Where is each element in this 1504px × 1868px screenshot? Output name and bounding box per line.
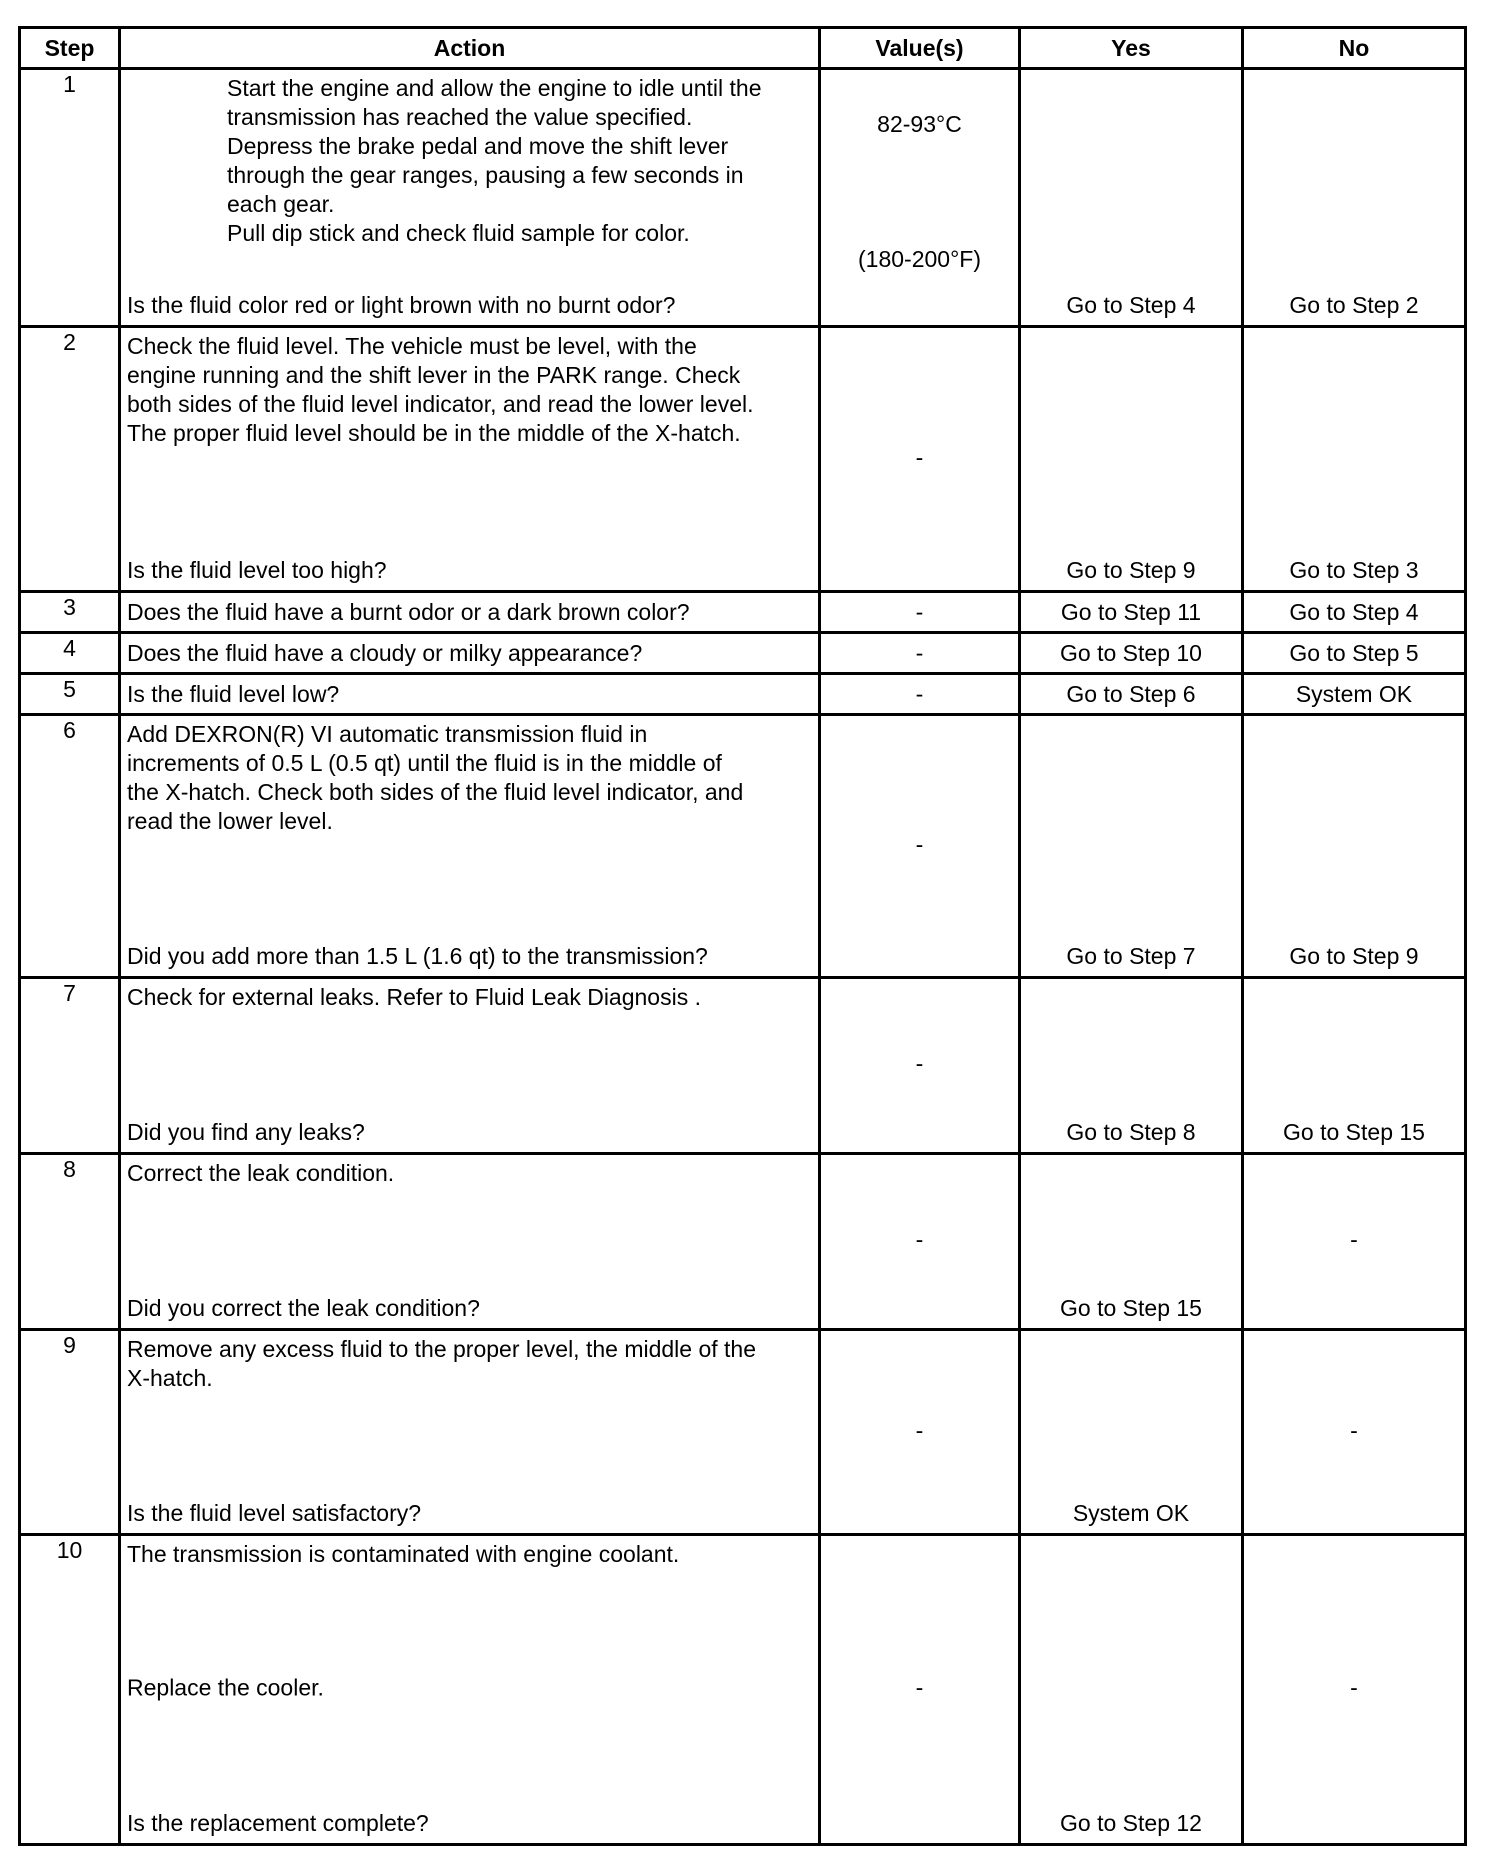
- header-no: No: [1243, 28, 1466, 69]
- table-row: [20, 592, 1466, 633]
- step-number: 6: [20, 715, 120, 978]
- yes-target: Go to Step 9: [1066, 557, 1196, 583]
- action-middle-text: Replace the cooler.: [127, 1674, 324, 1701]
- header-action: Action: [120, 28, 820, 69]
- step-number: 7: [20, 978, 120, 1154]
- no-cell: [1243, 1535, 1466, 1845]
- action-question: Did you find any leaks?: [127, 1119, 365, 1145]
- yes-cell: [1020, 1154, 1243, 1330]
- no-target: Go to Step 4: [1243, 592, 1466, 633]
- step-number: 2: [20, 327, 120, 592]
- table-row: [20, 69, 1466, 327]
- yes-target: Go to Step 10: [1020, 633, 1243, 674]
- action-question: Did you add more than 1.5 L (1.6 qt) to the transmission?: [127, 943, 708, 969]
- action-cell: Does the fluid have a cloudy or milky appearance?: [120, 633, 820, 674]
- no-target: Go to Step 5: [1243, 633, 1466, 674]
- value-cell: [820, 1330, 1020, 1535]
- action-cell: Does the fluid have a burnt odor or a dark brown color?: [120, 592, 820, 633]
- no-target: -: [1350, 1417, 1358, 1443]
- value-cell: [820, 327, 1020, 592]
- yes-target: Go to Step 12: [1060, 1810, 1202, 1836]
- table-row: [20, 1535, 1466, 1845]
- action-text: Check for external leaks. Refer to Fluid Leak Diagnosis .: [127, 984, 701, 1010]
- yes-target: Go to Step 4: [1066, 292, 1196, 318]
- no-target: Go to Step 3: [1289, 557, 1419, 583]
- table-row: [20, 327, 1466, 592]
- table-row: [20, 1154, 1466, 1330]
- action-question: Is the fluid color red or light brown with no burnt odor?: [127, 292, 676, 318]
- value-cell: [820, 1535, 1020, 1845]
- table-row: [20, 978, 1466, 1154]
- no-cell: [1243, 1330, 1466, 1535]
- yes-cell: [1020, 1535, 1243, 1845]
- action-text: The transmission is contaminated with engine coolant.: [127, 1541, 680, 1567]
- value-text: -: [820, 592, 1020, 633]
- value-fahrenheit: (180-200°F): [858, 246, 981, 272]
- yes-cell: [1020, 978, 1243, 1154]
- table-row: [20, 1330, 1466, 1535]
- step-number: 10: [20, 1535, 120, 1845]
- yes-target: System OK: [1072, 1500, 1190, 1526]
- action-text: Add DEXRON(R) VI automatic transmission fluid in increments of 0.5 L (0.5 qt) until the fluid is in the middle of the X-hatch. Check both sides of the fluid level indicator, and read the lower level.: [127, 721, 744, 834]
- action-cell: [120, 327, 820, 592]
- no-cell: [1243, 1154, 1466, 1330]
- diagnostic-table: [18, 26, 1467, 1846]
- action-cell: [120, 69, 820, 327]
- action-cell: [120, 978, 820, 1154]
- value-text: -: [915, 1417, 924, 1443]
- yes-target: Go to Step 7: [1066, 943, 1196, 969]
- yes-cell: [1020, 715, 1243, 978]
- yes-target: Go to Step 8: [1066, 1119, 1196, 1145]
- action-text: Remove any excess fluid to the proper level, the middle of the X-hatch.: [127, 1336, 757, 1391]
- value-cell: [820, 978, 1020, 1154]
- no-cell: [1243, 978, 1466, 1154]
- step-number: 8: [20, 1154, 120, 1330]
- yes-target: Go to Step 15: [1060, 1295, 1202, 1321]
- step-number: 3: [20, 592, 120, 633]
- action-question: Is the fluid level too high?: [127, 557, 387, 583]
- header-values: Value(s): [820, 28, 1020, 69]
- no-target: Go to Step 15: [1283, 1119, 1425, 1145]
- action-cell: [120, 1154, 820, 1330]
- no-target: -: [1350, 1674, 1358, 1701]
- value-text: -: [915, 831, 924, 857]
- action-cell: Is the fluid level low?: [120, 674, 820, 715]
- table-row: [20, 674, 1466, 715]
- step-number: 1: [20, 69, 120, 327]
- value-cell: [820, 69, 1020, 327]
- yes-cell: [1020, 1330, 1243, 1535]
- no-cell: [1243, 69, 1466, 327]
- action-text: Correct the leak condition.: [127, 1160, 395, 1186]
- no-target: Go to Step 2: [1289, 292, 1419, 318]
- value-text: -: [915, 1674, 924, 1701]
- action-cell: [120, 715, 820, 978]
- value-cell: [820, 1154, 1020, 1330]
- yes-cell: [1020, 327, 1243, 592]
- table-row: [20, 633, 1466, 674]
- action-cell: [120, 1330, 820, 1535]
- yes-target: Go to Step 6: [1020, 674, 1243, 715]
- action-question: Is the replacement complete?: [127, 1810, 429, 1836]
- value-text: -: [915, 444, 924, 470]
- value-text: -: [915, 1226, 924, 1253]
- no-cell: [1243, 715, 1466, 978]
- header-row: [20, 28, 1466, 69]
- yes-target: Go to Step 11: [1020, 592, 1243, 633]
- step-number: 9: [20, 1330, 120, 1535]
- action-question: Did you correct the leak condition?: [127, 1295, 480, 1321]
- value-text: -: [820, 633, 1020, 674]
- no-target: System OK: [1243, 674, 1466, 715]
- action-text: Check the fluid level. The vehicle must be level, with the engine running and the shift lever in the PARK range. Check both sides of the fluid level indicator, and read the lower level. The proper fluid level should be in the middle of the X-hatch.: [127, 333, 754, 446]
- action-question: Is the fluid level satisfactory?: [127, 1500, 422, 1526]
- no-cell: [1243, 327, 1466, 592]
- value-cell: [820, 715, 1020, 978]
- value-celsius: 82-93°C: [877, 111, 962, 137]
- action-text: Start the engine and allow the engine to idle until the transmission has reached the value specified. Depress the brake pedal and move the shift lever through the gear ranges, pausing a few seconds in each gear. Pull dip stick and check fluid sample for color.: [227, 75, 762, 246]
- value-text: -: [915, 1050, 924, 1077]
- header-step: Step: [20, 28, 120, 69]
- table-row: [20, 715, 1466, 978]
- no-target: Go to Step 9: [1289, 943, 1419, 969]
- step-number: 4: [20, 633, 120, 674]
- header-yes: Yes: [1020, 28, 1243, 69]
- yes-cell: [1020, 69, 1243, 327]
- value-text: -: [820, 674, 1020, 715]
- step-number: 5: [20, 674, 120, 715]
- action-cell: [120, 1535, 820, 1845]
- no-target: -: [1350, 1226, 1358, 1253]
